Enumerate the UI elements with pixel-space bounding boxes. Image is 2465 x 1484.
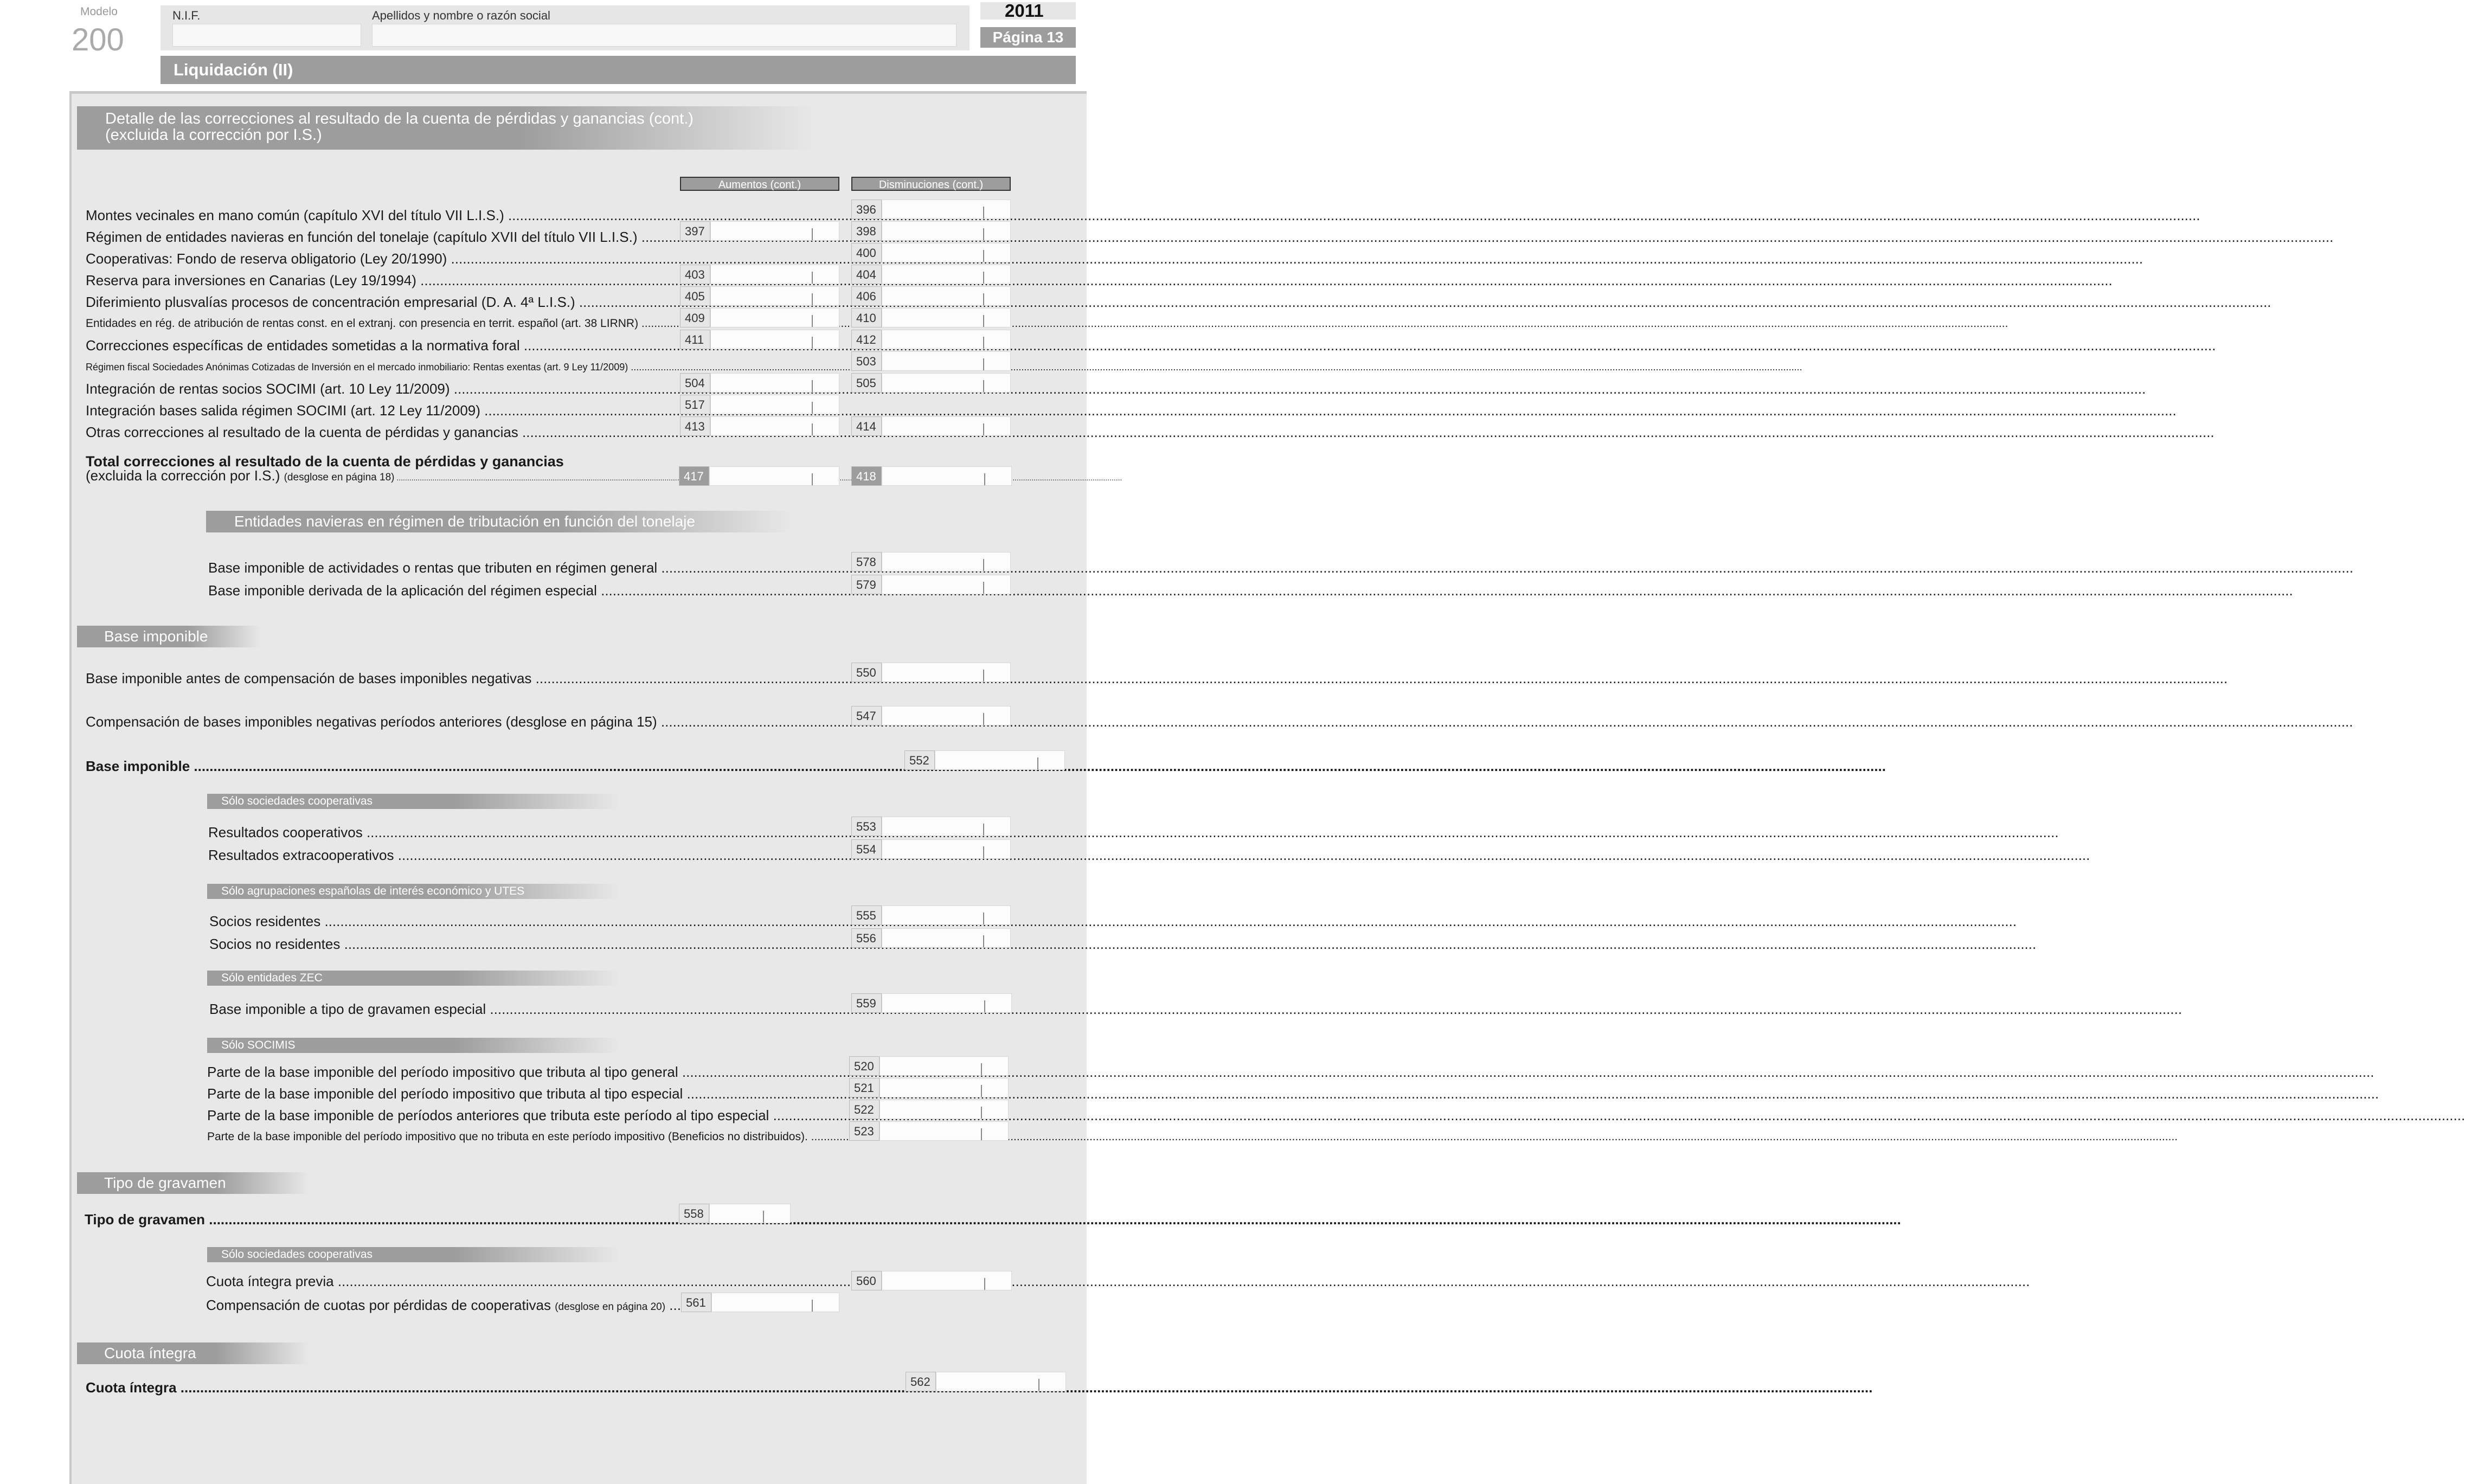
compensacion-cuotas-row: Compensación de cuotas por pérdidas de cooperativas (desglose en página 20) ... [206, 1297, 681, 1313]
box-disminucion[interactable] [851, 221, 1011, 241]
box-field[interactable] [880, 1100, 1009, 1119]
box-field[interactable] [880, 1121, 1009, 1141]
box-field[interactable] [882, 200, 1011, 219]
box-disminucion[interactable] [851, 373, 1011, 393]
box-code: 406 [851, 286, 882, 306]
box-code: 409 [680, 308, 710, 327]
box-field[interactable] [710, 286, 839, 306]
navieras-row-especial: Base imponible derivada de la aplicación del régimen especial ..... [208, 582, 833, 599]
box-code: 413 [680, 416, 710, 436]
box-code: 405 [680, 286, 710, 306]
year-text: 2011 [1005, 1, 1044, 21]
compensacion-label: Compensación de cuotas por pérdidas de cooperativas [206, 1297, 551, 1313]
subsection-coop-cuota-title: Sólo sociedades cooperativas [207, 1247, 619, 1262]
box-559[interactable] [851, 993, 1012, 1013]
box-field[interactable] [882, 905, 1011, 925]
box-560[interactable] [851, 1271, 1012, 1290]
total-corrections-line2: (excluida la corrección por I.S.) [86, 467, 280, 484]
box-disminucion[interactable] [851, 416, 1011, 436]
navieras-row-general: Base imponible de actividades o rentas que tributen en régimen general ..... [208, 560, 833, 576]
section-cuota-integra-title: Cuota íntegra [77, 1342, 309, 1364]
correction-row: Montes vecinales en mano común (capítulo XVI del título VII L.I.S.) ..... [86, 207, 845, 223]
zec-row: Base imponible a tipo de gravamen especial ..... [209, 1001, 845, 1017]
box-disminucion[interactable] [851, 351, 1011, 371]
cuota-previa-row: Cuota íntegra previa ..... [206, 1273, 845, 1289]
box-547[interactable] [851, 706, 1011, 725]
base-compensation-row: Compensación de bases imponibles negativas períodos anteriores (desglose en página 15) ..... [86, 714, 836, 730]
year-badge [980, 2, 1076, 20]
box-code: 552 [904, 750, 935, 770]
box-552[interactable] [904, 750, 1065, 770]
box-code: 561 [681, 1293, 711, 1312]
socimi-row: Parte de la base imponible del período impositivo que tributa al tipo especial ..... [207, 1085, 843, 1102]
correction-row: Reserva para inversiones en Canarias (Ley 19/1994) ..... [86, 272, 677, 288]
box-field[interactable] [710, 395, 839, 414]
page-title: Liquidación (II) [161, 56, 1076, 84]
compensacion-note: (desglose en página 20) [555, 1301, 666, 1313]
total-corrections-note: (desglose en página 18) [284, 472, 395, 483]
box-code: 410 [851, 308, 882, 327]
box-disminucion[interactable] [851, 243, 1011, 262]
socimi-row: Parte de la base imponible del período impositivo que tributa al tipo general ..... [207, 1064, 843, 1080]
taxpayer-header [161, 5, 970, 50]
box-aumento[interactable] [680, 373, 839, 393]
box-socimi[interactable] [849, 1121, 1009, 1141]
socimi-row: Parte de la base imponible del período impositivo que no tributa en este período impositivo (Beneficios no distribuidos). ..... [207, 1129, 843, 1145]
box-disminucion[interactable] [851, 200, 1011, 219]
box-field[interactable] [710, 308, 839, 327]
box-field[interactable] [709, 1204, 791, 1223]
box-579[interactable] [851, 575, 1011, 594]
box-field[interactable] [710, 416, 839, 436]
corrections-title-line1: Detalle de las correcciones al resultado de la cuenta de pérdidas y ganancias (cont.) [105, 110, 694, 127]
agrup-row-no-residentes: Socios no residentes ..... [209, 936, 845, 952]
section-base-imponible-title: Base imponible [77, 626, 260, 647]
corrections-title-line2: (excluida la corrección por I.S.) [105, 126, 322, 144]
name-label: Apellidos y nombre o razón social [372, 9, 550, 22]
name-field[interactable] [372, 24, 957, 47]
box-field[interactable] [709, 466, 839, 486]
box-code: 562 [906, 1372, 936, 1391]
box-field[interactable] [882, 221, 1011, 241]
section-corrections-title [77, 106, 814, 150]
box-418[interactable] [851, 466, 1012, 486]
subsection-socimis-title: Sólo SOCIMIS [207, 1038, 619, 1053]
box-aumento[interactable] [680, 416, 839, 436]
total-corrections-sublabel [86, 467, 677, 484]
box-field[interactable] [710, 265, 839, 284]
box-field[interactable] [882, 552, 1011, 571]
box-field[interactable] [882, 817, 1011, 836]
subsection-agrupaciones-title: Sólo agrupaciones españolas de interés económico y UTES [207, 884, 619, 899]
box-field[interactable] [882, 373, 1011, 393]
box-aumento[interactable] [680, 395, 839, 414]
agrup-row-residentes: Socios residentes ..... [209, 913, 845, 929]
box-socimi[interactable] [849, 1056, 1009, 1076]
correction-row: Diferimiento plusvalías procesos de concentración empresarial (D. A. 4ª L.I.S.) ..... [86, 294, 677, 310]
box-field[interactable] [882, 993, 1012, 1013]
box-562[interactable] [906, 1372, 1066, 1391]
box-code: 553 [851, 817, 882, 836]
box-417[interactable] [679, 466, 839, 486]
box-code: 503 [851, 351, 882, 371]
nif-label: N.I.F. [172, 9, 201, 22]
base-total-row: Base imponible ..... [86, 758, 896, 774]
subsection-zec-title: Sólo entidades ZEC [207, 971, 619, 986]
box-558[interactable] [679, 1204, 791, 1223]
box-code: 560 [851, 1271, 882, 1290]
box-554[interactable] [851, 839, 1011, 859]
correction-row: Integración de rentas socios SOCIMI (art. 10 Ley 11/2009) ..... [86, 381, 677, 397]
box-field[interactable] [882, 265, 1011, 284]
box-code: 556 [851, 928, 882, 948]
box-code: 550 [851, 663, 882, 682]
box-field[interactable] [711, 1293, 839, 1312]
coop-row-cooperativos: Resultados cooperativos ..... [208, 824, 845, 840]
modelo-number: 200 [72, 22, 124, 57]
socimi-row: Parte de la base imponible de períodos anteriores que tributa este período al tipo especial ..... [207, 1107, 843, 1123]
base-before-row: Base imponible antes de compensación de bases imponibles negativas ..... [86, 670, 836, 686]
correction-row: Correcciones específicas de entidades sometidas a la normativa foral ..... [86, 337, 677, 354]
box-aumento[interactable] [680, 221, 839, 241]
box-code: 504 [680, 373, 710, 393]
box-code: 520 [849, 1056, 880, 1076]
box-disminucion[interactable] [851, 265, 1011, 284]
box-aumento[interactable] [680, 265, 839, 284]
box-code: 398 [851, 221, 882, 241]
cuota-integra-row: Cuota íntegra ..... [86, 1379, 903, 1396]
box-code: 558 [679, 1204, 709, 1223]
box-code: 521 [849, 1078, 880, 1097]
box-field[interactable] [882, 308, 1011, 327]
box-field[interactable] [710, 330, 839, 349]
box-field[interactable] [880, 1078, 1009, 1097]
box-code: 555 [851, 905, 882, 925]
box-disminucion[interactable] [851, 308, 1011, 327]
box-code: 579 [851, 575, 882, 594]
box-field[interactable] [935, 750, 1065, 770]
box-code: 404 [851, 265, 882, 284]
box-556[interactable] [851, 928, 1011, 948]
box-field[interactable] [710, 373, 839, 393]
box-code: 505 [851, 373, 882, 393]
box-field[interactable] [882, 416, 1011, 436]
box-code: 411 [680, 330, 710, 349]
subsection-cooperativas-title: Sólo sociedades cooperativas [207, 794, 619, 809]
box-561[interactable] [681, 1293, 839, 1312]
box-disminucion[interactable] [851, 286, 1011, 306]
correction-row: Régimen fiscal Sociedades Anónimas Cotizadas de Inversión en el mercado inmobiliario: Rentas exentas (art. 9 Ley 11/2009) ..... [86, 359, 845, 375]
box-code: 418 [851, 466, 882, 486]
correction-row: Cooperativas: Fondo de reserva obligatorio (Ley 20/1990) ..... [86, 250, 845, 267]
correction-row: Integración bases salida régimen SOCIMI (art. 12 Ley 11/2009) ..... [86, 402, 677, 419]
box-code: 522 [849, 1100, 880, 1119]
box-disminucion[interactable] [851, 330, 1011, 349]
box-field[interactable] [882, 663, 1011, 682]
correction-row: Régimen de entidades navieras en función del tonelaje (capítulo XVII del título VII L.I.S.) ..... [86, 229, 677, 245]
box-aumento[interactable] [680, 286, 839, 306]
box-field[interactable] [710, 221, 839, 241]
box-field[interactable] [882, 466, 1012, 486]
modelo-label: Modelo [80, 5, 118, 18]
box-aumento[interactable] [680, 308, 839, 327]
correction-row: Otras correcciones al resultado de la cuenta de pérdidas y ganancias ..... [86, 424, 677, 440]
page-badge: Página 13 [980, 27, 1076, 48]
box-field[interactable] [882, 286, 1011, 306]
box-578[interactable] [851, 552, 1011, 571]
box-field[interactable] [880, 1056, 1009, 1076]
box-field[interactable] [936, 1372, 1066, 1391]
coop-row-extracooperativos: Resultados extracooperativos ..... [208, 847, 845, 863]
box-code: 400 [851, 243, 882, 262]
column-header-aumentos: Aumentos (cont.) [680, 177, 839, 191]
total-corrections-label: Total correcciones al resultado de la cuenta de pérdidas y ganancias [86, 453, 564, 470]
box-553[interactable] [851, 817, 1011, 836]
box-field[interactable] [882, 575, 1011, 594]
box-field[interactable] [882, 839, 1011, 859]
box-code: 417 [679, 466, 709, 486]
tipo-gravamen-row: Tipo de gravamen ..... [85, 1211, 678, 1228]
box-field[interactable] [882, 928, 1011, 948]
box-555[interactable] [851, 905, 1011, 925]
box-550[interactable] [851, 663, 1011, 682]
nif-field[interactable] [172, 24, 361, 47]
box-field[interactable] [882, 1271, 1012, 1290]
box-aumento[interactable] [680, 330, 839, 349]
box-field[interactable] [882, 243, 1011, 262]
box-code: 414 [851, 416, 882, 436]
box-code: 412 [851, 330, 882, 349]
section-tipo-gravamen-title: Tipo de gravamen [77, 1172, 309, 1194]
box-socimi[interactable] [849, 1078, 1009, 1097]
box-code: 547 [851, 706, 882, 725]
box-code: 403 [680, 265, 710, 284]
box-field[interactable] [882, 330, 1011, 349]
box-socimi[interactable] [849, 1100, 1009, 1119]
box-field[interactable] [882, 351, 1011, 371]
box-code: 578 [851, 552, 882, 571]
box-code: 517 [680, 395, 710, 414]
section-navieras-title: Entidades navieras en régimen de tributación en función del tonelaje [206, 511, 792, 532]
box-code: 397 [680, 221, 710, 241]
box-code: 396 [851, 200, 882, 219]
column-header-disminuciones: Disminuciones (cont.) [851, 177, 1011, 191]
box-code: 559 [851, 993, 882, 1013]
box-field[interactable] [882, 706, 1011, 725]
box-code: 554 [851, 839, 882, 859]
box-code: 523 [849, 1121, 880, 1141]
correction-row: Entidades en rég. de atribución de rentas const. en el extranj. con presencia en territ. español (art. 38 LIRNR) ..... [86, 316, 677, 332]
